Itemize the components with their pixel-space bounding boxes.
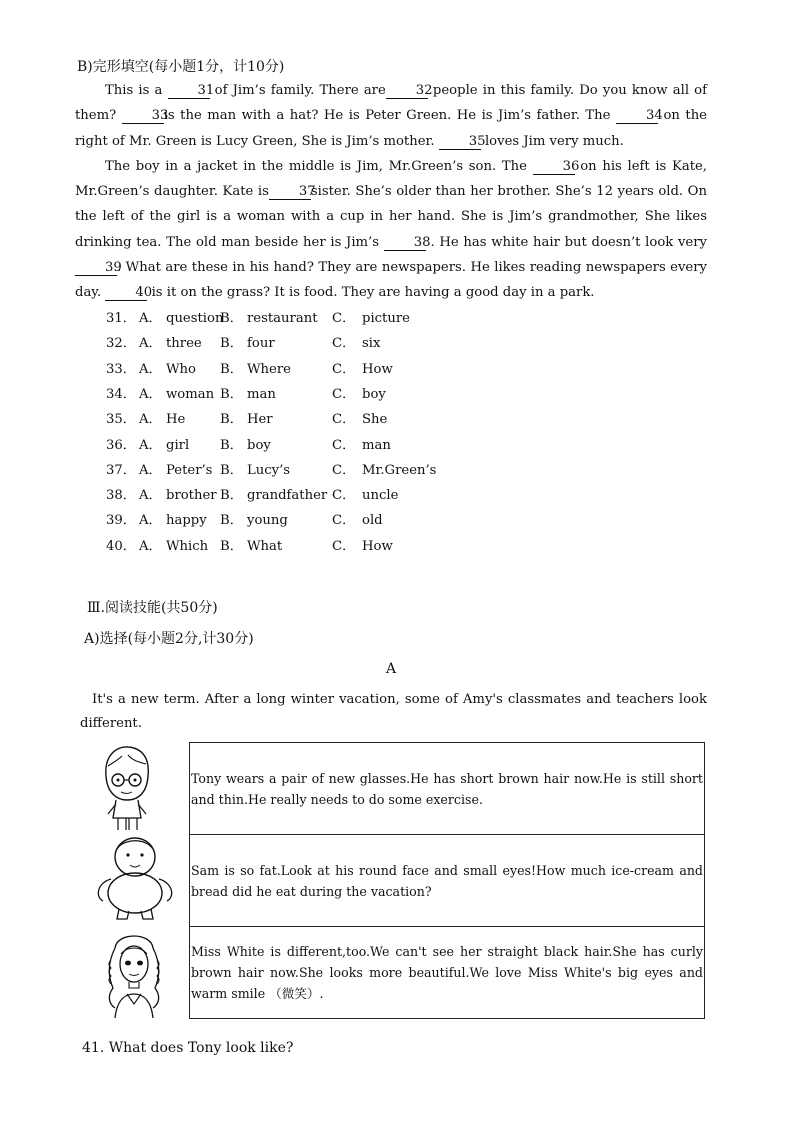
option-cv: picture [362,311,410,326]
reading-heading: Ⅲ.阅读技能(共50分) [87,600,218,616]
option-c: C． [332,488,356,504]
option-num: 32． [106,336,136,352]
option-bv: grandfather [247,488,328,504]
option-a: A． [139,336,162,352]
option-a: A． [139,361,162,377]
cloze-options [106,306,506,558]
passage-text: is it on the grass? It is food. They are having a good day in a park. [147,285,595,301]
blank-35: 35 [439,135,481,150]
passage-intro-line2: different. [80,716,142,731]
option-bv: Her [247,412,273,428]
option-a: A． [139,311,162,326]
description-table [189,742,705,1019]
cloze-paragraph-2 [75,154,707,306]
blank-40: 40 [105,286,147,301]
option-c: C． [332,513,356,529]
option-b: B． [220,437,243,453]
reading-subheading: A)选择(每小题2分,计30分) [84,631,254,647]
option-num: 34． [106,386,136,402]
option-num: 39． [106,513,136,529]
miss-white-description: Miss White is different,too.We can't see her straight black hair.She has curly brown hair now.She looks more beautiful.We love Miss White's big eyes and warm smile （微笑）. [190,927,705,1019]
table-row [190,835,705,927]
option-b: B． [220,386,243,402]
cloze-paragraph-1 [75,78,707,154]
sam-description: Sam is so fat.Look at his round face and small eyes!How much ice-cream and bread did he eat during the vacation? [190,835,705,927]
option-num: 35． [106,412,136,428]
option-b: B． [220,513,243,529]
option-a: A． [139,538,162,554]
option-cv: six [362,336,381,352]
cloze-heading: B)完形填空(每小题1分，计10分) [77,59,285,75]
option-bv: Where [247,361,291,377]
option-c: C． [332,386,356,402]
option-av: three [166,336,202,352]
passage-intro-line1: It's a new term. After a long winter vacation, some of Amy's classmates and teachers look [92,692,707,707]
blank-34: 34 [616,109,658,124]
blank-32: 32 [386,84,428,99]
option-c: C． [332,538,356,554]
option-cv: old [362,513,383,529]
blank-37: 37 [269,185,311,200]
option-num: 38． [106,488,136,504]
option-cv: How [362,361,393,377]
option-c: C． [332,336,356,352]
option-num: 31． [106,311,136,326]
option-c: C． [332,311,356,326]
option-a: A． [139,462,162,478]
blank-33: 33 [122,109,164,124]
option-bv: boy [247,437,271,453]
option-bv: restaurant [247,311,318,326]
passage-text: on the right of Mr. Green is Lucy Green, She is Jim’s mother. [75,108,707,149]
option-cv: How [362,538,393,554]
option-bv: Lucy’s [247,462,291,478]
option-bv: What [247,538,283,554]
option-av: brother [166,488,217,504]
option-av: girl [166,437,190,453]
cloze-passage [75,78,707,306]
passage-text: loves Jim very much. [480,133,624,149]
option-b: B． [220,412,243,428]
option-num: 33． [106,361,136,377]
option-num: 37． [106,462,136,478]
option-bv: man [247,386,276,402]
option-cv: boy [362,386,386,402]
sam-fat-boy-illustration [93,835,177,923]
option-av: Peter’s [166,462,213,478]
option-b: B． [220,488,243,504]
blank-36: 36 [533,160,575,175]
table-row [190,927,705,1019]
option-num: 40． [106,538,136,554]
option-c: C． [332,412,356,428]
option-c: C． [332,361,356,377]
option-b: B． [220,336,243,352]
passage-text: of Jim’s family. There are [209,83,386,98]
option-a: A． [139,412,162,428]
option-cv: She [362,412,388,428]
option-bv: young [247,513,288,529]
table-row [190,743,705,835]
option-cv: Mr.Green’s [362,462,437,478]
tony-description: Tony wears a pair of new glasses.He has short brown hair now.He is still short and thin.He really needs to do some exercise. [190,743,705,835]
passage-text: . What are these in his hand? They are newspapers. He likes reading newspapers every day. [75,260,707,301]
passage-text: people in this family. Do you know all of them? [75,83,707,124]
passage-text: This is a [105,83,168,98]
option-av: Who [166,361,196,377]
option-cv: man [362,437,391,453]
option-av: woman [166,386,215,402]
option-av: Which [166,538,209,554]
option-num: 36． [106,437,136,453]
passage-text: is the man with a hat? He is Peter Green. He is Jim’s father. The [163,108,616,124]
passage-label: A [386,661,397,677]
blank-31: 31 [168,84,210,99]
miss-white-curly-hair-illustration [95,930,173,1020]
option-av: happy [166,513,207,529]
option-c: C． [332,462,356,478]
option-bv: four [247,336,275,352]
option-a: A． [139,437,162,453]
option-av: question [166,311,224,326]
option-b: B． [220,361,243,377]
question-41: 41. What does Tony look like? [82,1040,294,1056]
passage-text: The boy in a jacket in the middle is Jim, Mr.Green’s son. The [105,158,533,174]
blank-39: 39 [75,261,117,276]
option-b: B． [220,538,243,554]
option-c: C． [332,437,356,453]
passage-text: . He has white hair but doesn’t look very [425,234,707,250]
option-a: A． [139,513,162,529]
option-b: B． [220,311,243,326]
passage-text: on his left is Kate, Mr.Green’s daughter. Kate is [75,158,707,200]
option-a: A． [139,386,162,402]
option-b: B． [220,462,243,478]
option-a: A． [139,488,162,504]
tony-glasses-boy-illustration [98,742,156,832]
passage-text: sister. She’s older than her brother. She’s 12 years old. On the left of the girl is a woman with a cup in her hand. She is Jim’s grandmother, She likes drinking tea. The old man beside her is Jim’s [75,184,707,250]
option-cv: uncle [362,488,399,504]
blank-38: 38 [384,236,426,251]
option-av: He [166,412,186,428]
